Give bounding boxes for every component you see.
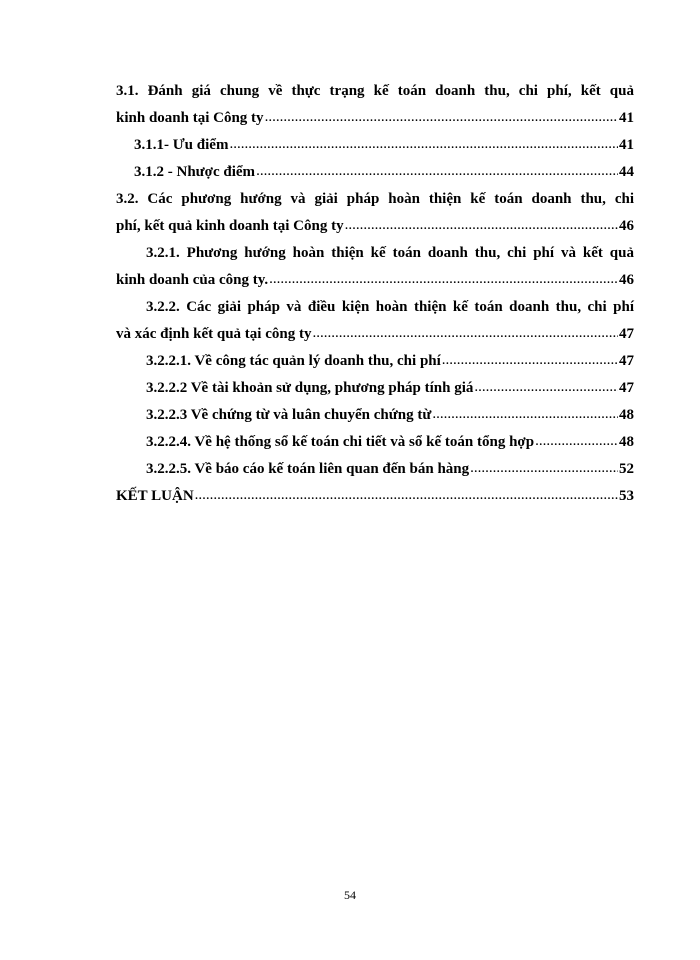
toc-entry-title-line: 3.1.1- Ưu điểm	[134, 137, 229, 153]
toc-page-number: 47	[619, 353, 634, 369]
dot-leader	[442, 347, 618, 374]
toc-entry-3-2-2-3[interactable]	[146, 402, 634, 429]
toc-page-number: 46	[619, 218, 634, 234]
toc-entry-title-line: 3.2. Các phương hướng và giải pháp hoàn thiện kế toán doanh thu, chi	[116, 191, 634, 207]
dot-leader	[432, 401, 618, 428]
toc-entry-title-line: 3.1. Đánh giá chung về thực trạng kế toán doanh thu, chi phí, kết quả	[116, 83, 634, 99]
toc-page-number: 47	[619, 380, 634, 396]
dot-leader	[345, 212, 618, 239]
toc-entry-3-2-2-2[interactable]	[146, 375, 634, 402]
toc-entry-3-1[interactable]	[116, 78, 634, 132]
toc-entry-title-line: kinh doanh tại Công ty	[116, 110, 264, 126]
toc-entry-title-line: 3.2.2.1. Về công tác quản lý doanh thu, chi phí	[146, 353, 441, 369]
dot-leader	[535, 428, 618, 455]
dot-leader	[265, 104, 618, 131]
toc-page-number: 52	[619, 461, 634, 477]
toc-entry-title-line: 3.2.2.4. Về hệ thống sổ kế toán chi tiết và sổ kế toán tổng hợp	[146, 434, 535, 450]
toc-page-number: 41	[619, 137, 634, 153]
toc-entry-3-2-1[interactable]	[116, 240, 634, 294]
toc-entry-3-2-2-5[interactable]	[146, 456, 634, 483]
toc-page-number: 53	[619, 488, 634, 504]
toc-entry-title-line: 3.2.2.5. Về báo cáo kế toán liên quan đến bán hàng	[146, 461, 470, 477]
dot-leader	[470, 455, 618, 482]
toc-entry-title-line: 3.2.1. Phương hướng hoàn thiện kế toán doanh thu, chi phí và kết quả	[146, 245, 634, 261]
toc-entry-3-1-1[interactable]	[134, 132, 634, 159]
dot-leader	[474, 374, 618, 401]
toc-page-number: 47	[619, 326, 634, 342]
table-of-contents	[116, 78, 634, 510]
dot-leader	[229, 131, 618, 158]
toc-entry-3-2-2-1[interactable]	[146, 348, 634, 375]
toc-page-number: 41	[619, 110, 634, 126]
toc-entry-ket-luan[interactable]	[116, 483, 634, 510]
toc-entry-title-line: KẾT LUẬN	[116, 488, 194, 504]
toc-entry-3-2[interactable]	[116, 186, 634, 240]
toc-entry-title-line: 3.2.2.2 Về tài khoản sử dụng, phương pháp tính giá	[146, 380, 474, 396]
toc-entry-title-line: 3.2.2.3 Về chứng từ và luân chuyển chứng từ	[146, 407, 432, 423]
toc-entry-title-line: 3.1.2 - Nhược điểm	[134, 164, 256, 180]
page-number: 54	[344, 888, 356, 902]
toc-page-number: 48	[619, 407, 634, 423]
toc-entry-3-1-2[interactable]	[134, 159, 634, 186]
dot-leader	[269, 266, 618, 293]
toc-entry-3-2-2[interactable]	[116, 294, 634, 348]
dot-leader	[195, 482, 618, 509]
toc-page-number: 46	[619, 272, 634, 288]
toc-entry-title-line: kinh doanh của công ty.	[116, 272, 269, 288]
toc-entry-title-line: phí, kết quả kinh doanh tại Công ty	[116, 218, 344, 234]
toc-page-number: 44	[619, 164, 634, 180]
toc-entry-3-2-2-4[interactable]	[146, 429, 634, 456]
dot-leader	[256, 158, 618, 185]
toc-entry-title-line: và xác định kết quả tại công ty	[116, 326, 312, 342]
toc-page-number: 48	[619, 434, 634, 450]
dot-leader	[312, 320, 618, 347]
toc-entry-title-line: 3.2.2. Các giải pháp và điều kiện hoàn thiện kế toán doanh thu, chi phí	[146, 299, 634, 315]
